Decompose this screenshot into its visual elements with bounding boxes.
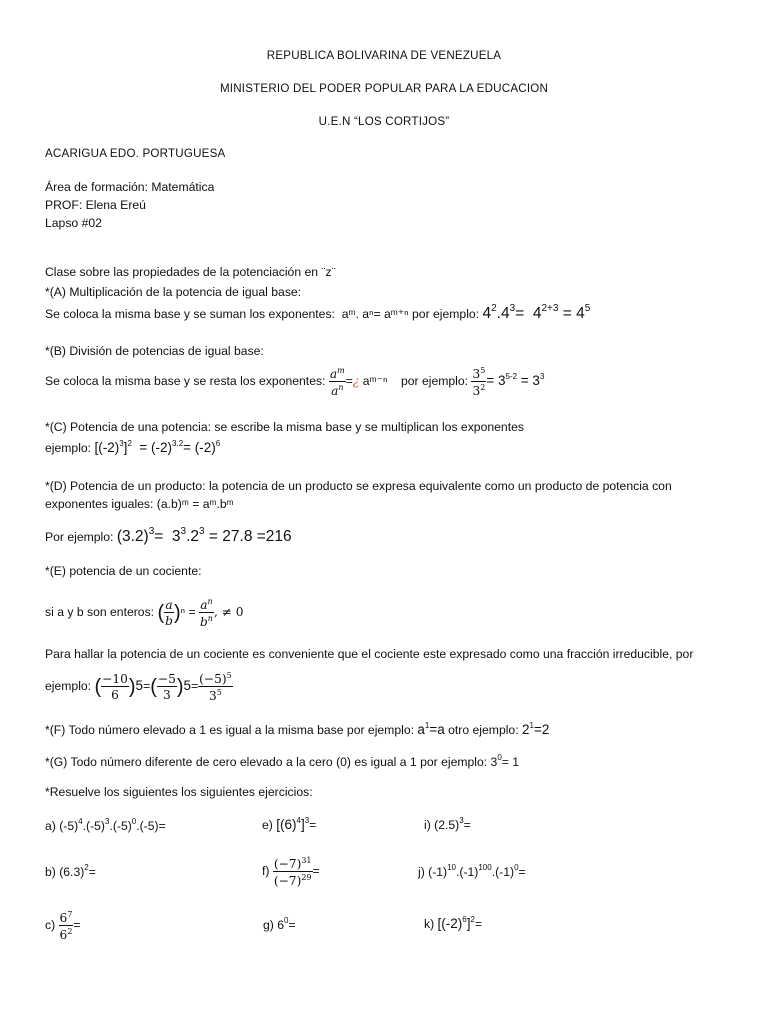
- prop-b-example-fraction: $\frac{3^5}{3^2}$: [472, 365, 486, 398]
- prop-c-example: ejemplo: $[(-2)^3]^2 = (-2)^{3.2}= (-2)^6$: [45, 439, 221, 455]
- prop-d-example: Por ejemplo: $(3.2)^3= 3^3.2^3 = 27.8 =216$: [45, 526, 292, 545]
- prop-f-other: otro ejemplo:: [448, 723, 519, 737]
- exercise-a: a) $(-5)^4.(-5)^3.(-5)^0.(-5)=$: [45, 817, 166, 833]
- header-republic: REPUBLICA BOLIVARINA DE VENEZUELA: [266, 49, 502, 62]
- prop-a-title: *(A) Multiplicación de la potencia de igual base:: [45, 285, 302, 299]
- prop-b-rule: Se coloca la misma base y se resta los exponentes: $\frac{a^m}{a^n}$ =¿ aᵐ⁻ⁿ por ejemplo: $\frac{3^5}{3^2}$ = $3^{5-2} = 3^3$: [45, 365, 545, 398]
- prop-a-rule: Se coloca la misma base y se suman los exponentes: aᵐ. aⁿ= aᵐ⁺ⁿ por ejemplo: $4^2.4^3= 4^{2+3} = 4^5$: [45, 303, 591, 322]
- exercise-e: e) $[(6)^4]^3=$: [262, 816, 317, 832]
- exercise-j: j) $(-1)^{10}.(-1)^{100}.(-1)^0=$: [418, 863, 526, 879]
- prop-e-text: si a y b son enteros:: [45, 605, 155, 619]
- exercise-c: c) $\frac{6^7}{6^2}$ =: [45, 909, 81, 942]
- prop-e-rule: si a y b son enteros: ( $\frac{a}{b}$ )ⁿ = $\frac{a^n}{b^n}$ , ≠ 0: [45, 596, 244, 629]
- lapso-label: Lapso #02: [45, 216, 102, 230]
- prop-e-para: Para hallar la potencia de un cociente es conveniente que el cociente este expresado como una fracción irreducible, por: [45, 647, 694, 661]
- prop-f-text: *(F) Todo número elevado a 1 es igual a la misma base por ejemplo:: [45, 723, 414, 737]
- prop-d-title2: exponentes iguales: (a.b)ᵐ = aᵐ.bᵐ: [45, 497, 234, 511]
- prop-e-example: ejemplo: ( $\frac{-10}{6}$ )5=( $\frac{-5}{3}$ )5= $\frac{(-5)^5}{3^5}$: [45, 670, 232, 703]
- prop-e-example-label: ejemplo:: [45, 679, 92, 693]
- header-ministry: MINISTERIO DEL PODER POPULAR PARA LA EDUCACION: [219, 82, 549, 95]
- prop-b-title: *(B) División de potencias de igual base:: [45, 344, 264, 358]
- prop-f-line: *(F) Todo número elevado a 1 es igual a la misma base por ejemplo: $a^1=a$ otro ejemplo: $2^1=2$: [45, 721, 550, 737]
- header-school: U.E.N “LOS CORTIJOS”: [318, 115, 450, 128]
- exercises-title: *Resuelve los siguientes los siguientes ejercicios:: [45, 785, 313, 799]
- prop-b-example-label: por ejemplo:: [400, 374, 469, 388]
- prop-c-title: *(C) Potencia de una potencia: se escribe la misma base y se multiplican los exponentes: [45, 420, 524, 434]
- prop-d-title: *(D) Potencia de un producto: la potencia de un producto se expresa equivalente como un producto de potencia con: [45, 479, 672, 493]
- header-city: ACARIGUA EDO. PORTUGUESA: [45, 147, 226, 160]
- prop-a-example-label: por ejemplo:: [412, 307, 480, 321]
- prop-a-text: Se coloca la misma base y se suman los exponentes:: [45, 307, 335, 321]
- exercise-k: k) $[(-2)^6]^2=$: [424, 915, 483, 931]
- subject-area: Área de formación: Matemática: [45, 180, 215, 194]
- prop-e-title: *(E) potencia de un cociente:: [45, 564, 202, 578]
- prop-b-text: Se coloca la misma base y se resta los exponentes:: [45, 374, 326, 388]
- teacher-name: PROF: Elena Ereú: [45, 198, 146, 212]
- exercise-b: b) $(6.3)^2=$: [45, 863, 96, 879]
- prop-g-line: *(G) Todo número diferente de cero elevado a la cero (0) es igual a 1 por ejemplo: $3^0= 1$: [45, 753, 520, 769]
- exercise-i: i) $(2.5)^3=$: [424, 816, 471, 832]
- intro-line: Clase sobre las propiedades de la potenciación en ¨z¨: [45, 265, 336, 279]
- prop-c-example-label: ejemplo:: [45, 441, 92, 455]
- exercise-f: f) $\frac{(-7)^{31}}{(-7)^{29}}$ =: [262, 855, 320, 888]
- prop-a-example: $4^2.4^3= 4^{2+3} = 4^5$: [482, 303, 591, 322]
- exercise-g: g) $6^0=$: [263, 916, 296, 932]
- prop-b-fraction: $\frac{a^m}{a^n}$: [329, 365, 345, 398]
- prop-d-example-label: Por ejemplo:: [45, 530, 114, 544]
- prop-g-text: *(G) Todo número diferente de cero elevado a la cero (0) es igual a 1 por ejemplo:: [45, 755, 488, 769]
